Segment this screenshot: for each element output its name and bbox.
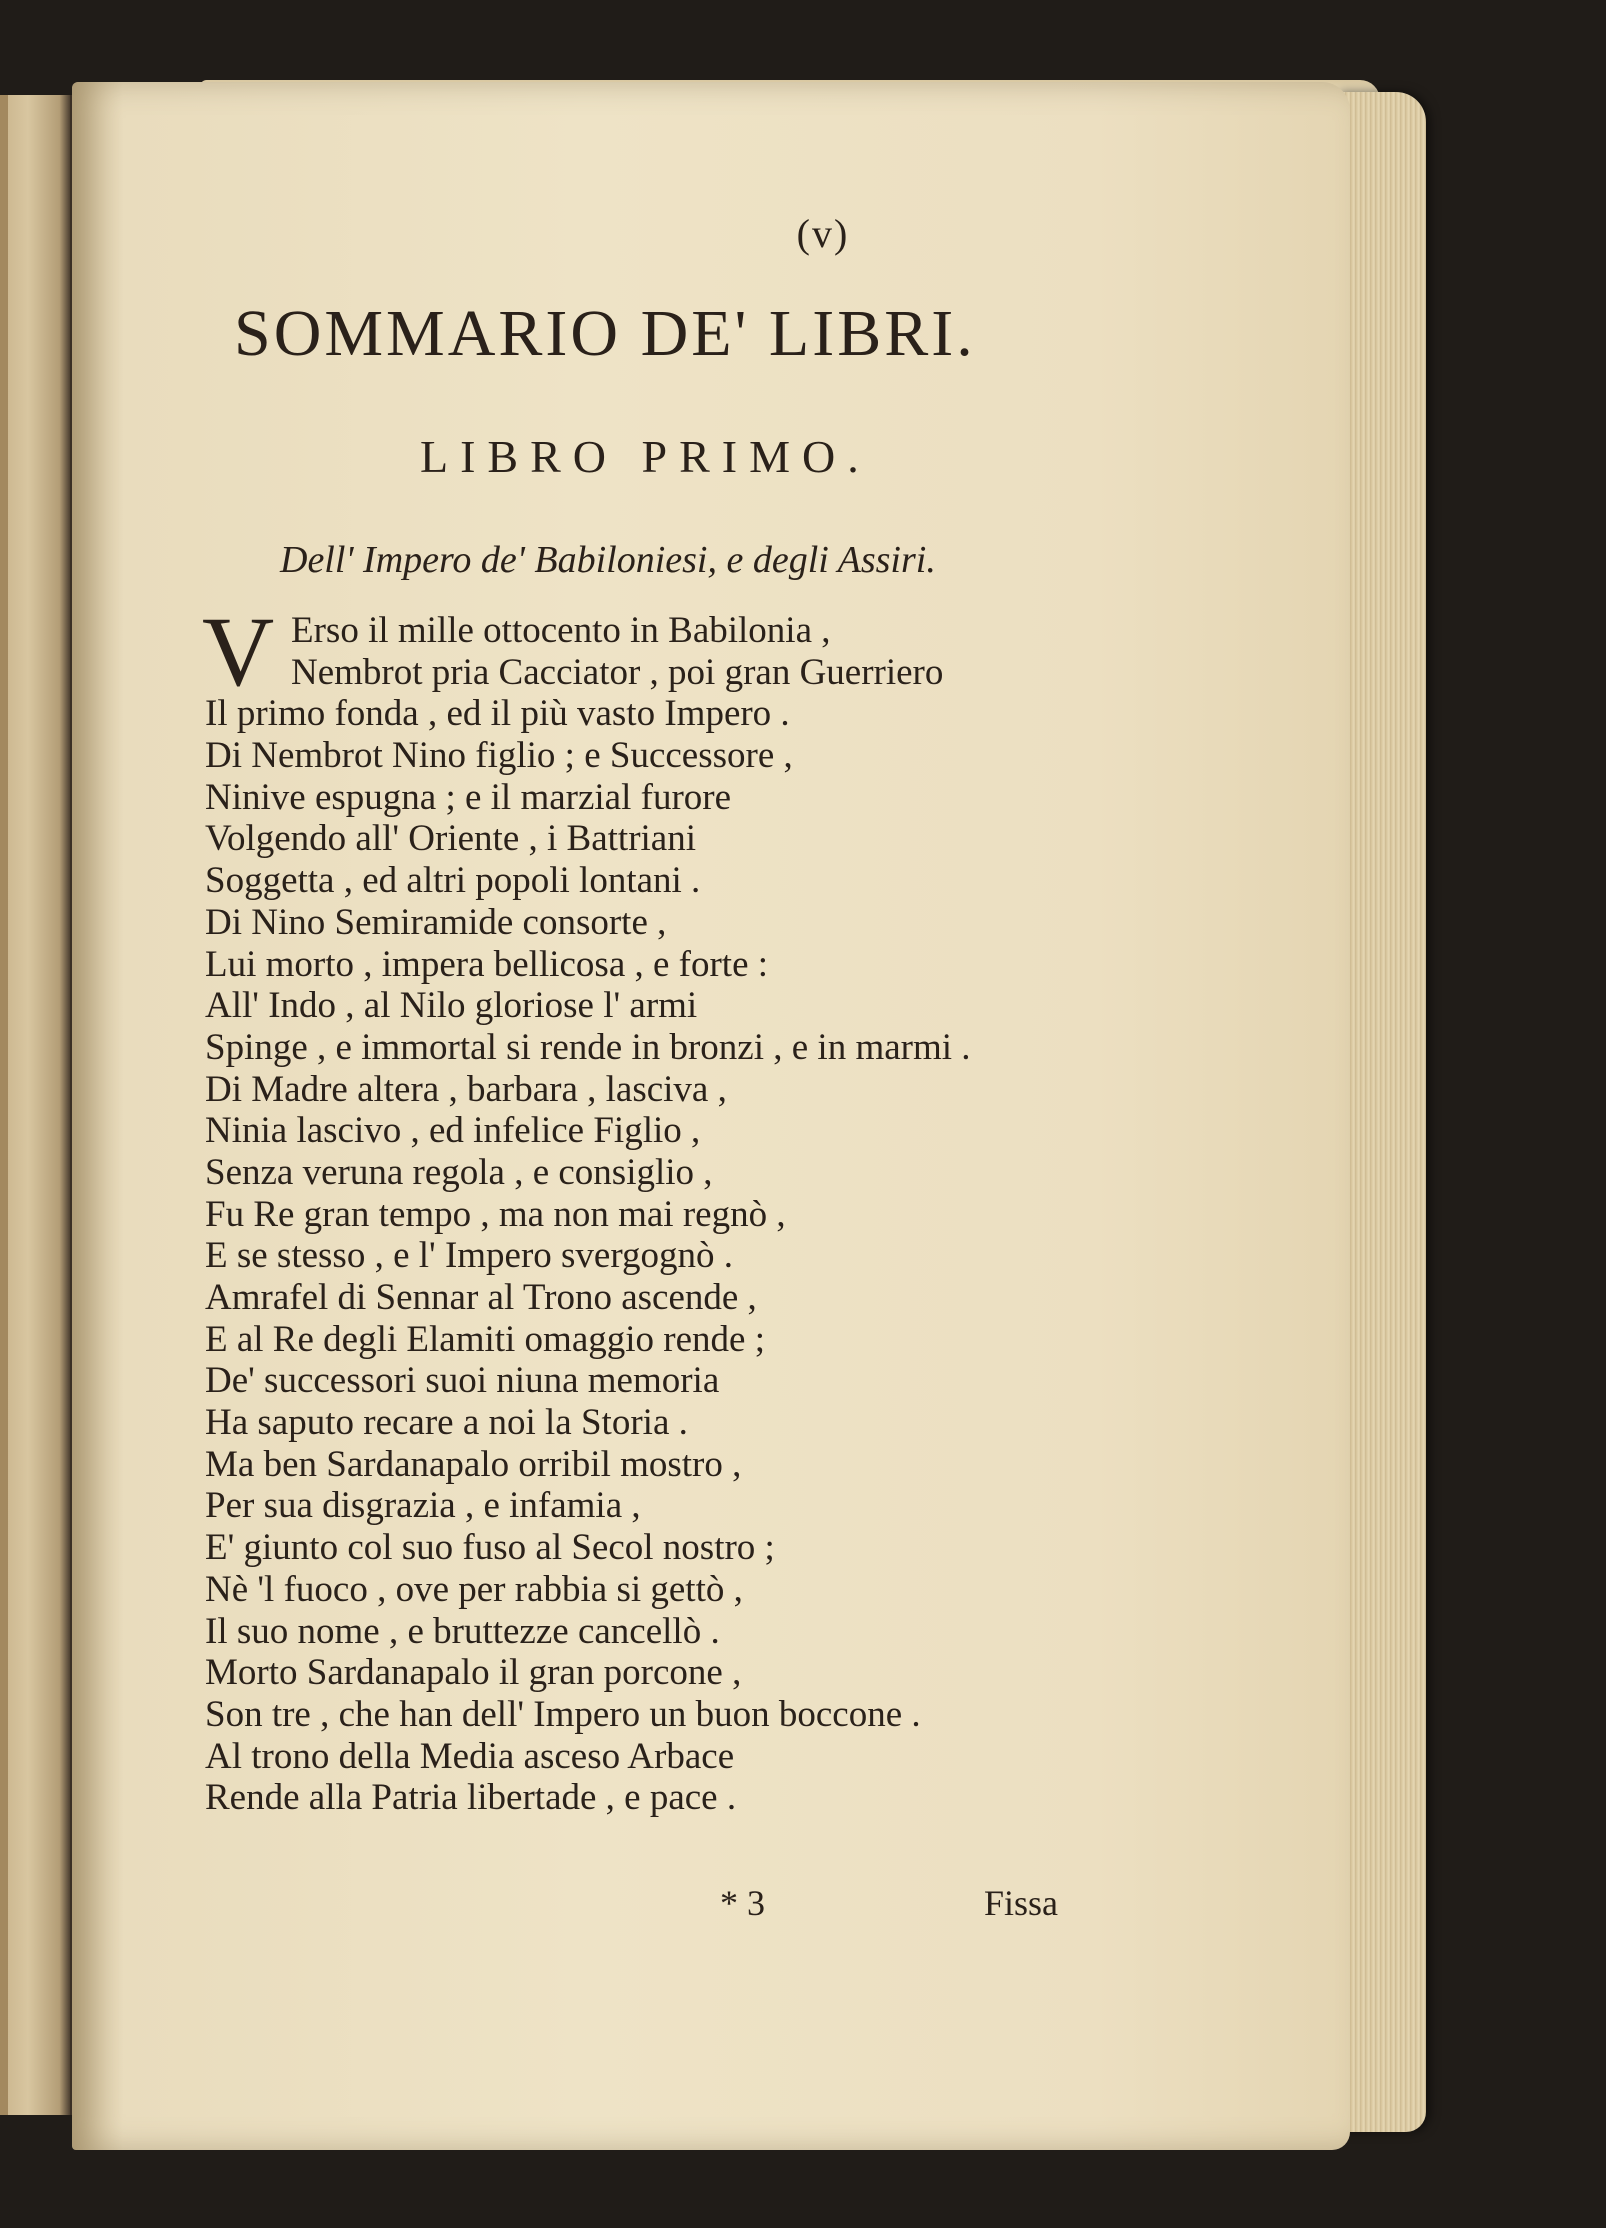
poem-line: Ninive espugna ; e il marzial furore	[205, 776, 732, 818]
poem-line: Spinge , e immortal si rende in bronzi , e in marmi .	[205, 1026, 971, 1068]
poem-line: Morto Sardanapalo il gran porcone ,	[205, 1652, 742, 1694]
poem-text	[205, 610, 1205, 1819]
poem-line: Son tre , che han dell' Impero un buon boccone .	[205, 1693, 921, 1735]
poem-line: De' successori suoi niuna memoria	[205, 1360, 720, 1402]
poem-line: Fu Re gran tempo , ma non mai regnò ,	[205, 1193, 786, 1235]
previous-page-shadow	[0, 95, 8, 2115]
poem-line: Amrafel di Sennar al Trono ascende ,	[205, 1277, 757, 1318]
page-title: SOMMARIO DE' LIBRI.	[234, 297, 976, 370]
poem-line: Lui morto , impera bellicosa , e forte :	[205, 943, 769, 985]
previous-page-edge	[0, 95, 72, 2115]
poem-line: Soggetta , ed altri popoli lontani .	[205, 860, 701, 902]
poem-line: Al trono della Media asceso Arbace	[205, 1735, 735, 1777]
poem-line: Nembrot pria Cacciator , poi gran Guerriero	[291, 651, 944, 693]
poem-line: Di Nembrot Nino figlio ; e Successore ,	[205, 735, 793, 777]
catchword: Fissa	[984, 1883, 1059, 1923]
poem-line: Volgendo all' Oriente , i Battriani	[205, 818, 696, 860]
poem-line: Ha saputo recare a noi la Storia .	[205, 1402, 688, 1444]
poem-line: Rende alla Patria libertade , e pace .	[205, 1777, 737, 1819]
poem-line: Per sua disgrazia , e infamia ,	[205, 1485, 641, 1527]
poem-line: Ninia lascivo , ed infelice Figlio ,	[205, 1110, 701, 1152]
section-heading: Dell' Impero de' Babiloniesi, e degli Assiri.	[280, 539, 936, 581]
poem-line: Di Nino Semiramide consorte ,	[205, 901, 667, 943]
signature-mark: * 3	[720, 1883, 765, 1923]
poem-line: Il primo fonda , ed il più vasto Impero .	[205, 693, 790, 735]
poem-line: Senza veruna regola , e consiglio ,	[205, 1151, 713, 1193]
poem-line: Il suo nome , e bruttezze cancellò .	[205, 1610, 720, 1652]
poem-line: All' Indo , al Nilo gloriose l' armi	[205, 985, 698, 1027]
book-subtitle: LIBRO PRIMO.	[420, 431, 871, 482]
poem-line: Di Madre altera , barbara , lasciva ,	[205, 1068, 727, 1110]
poem-line: Erso il mille ottocento in Babilonia ,	[291, 610, 831, 651]
poem-line: E al Re degli Elamiti omaggio rende ;	[205, 1318, 765, 1360]
poem-line: E' giunto col suo fuso al Secol nostro ;	[205, 1527, 775, 1569]
poem-line: Ma ben Sardanapalo orribil mostro ,	[205, 1443, 742, 1485]
poem-line: E se stesso , e l' Impero svergognò .	[205, 1235, 734, 1277]
poem-line: Nè 'l fuoco , ove per rabbia si gettò ,	[205, 1568, 743, 1610]
page-number: (v)	[796, 211, 850, 256]
drop-cap: V	[202, 596, 275, 707]
